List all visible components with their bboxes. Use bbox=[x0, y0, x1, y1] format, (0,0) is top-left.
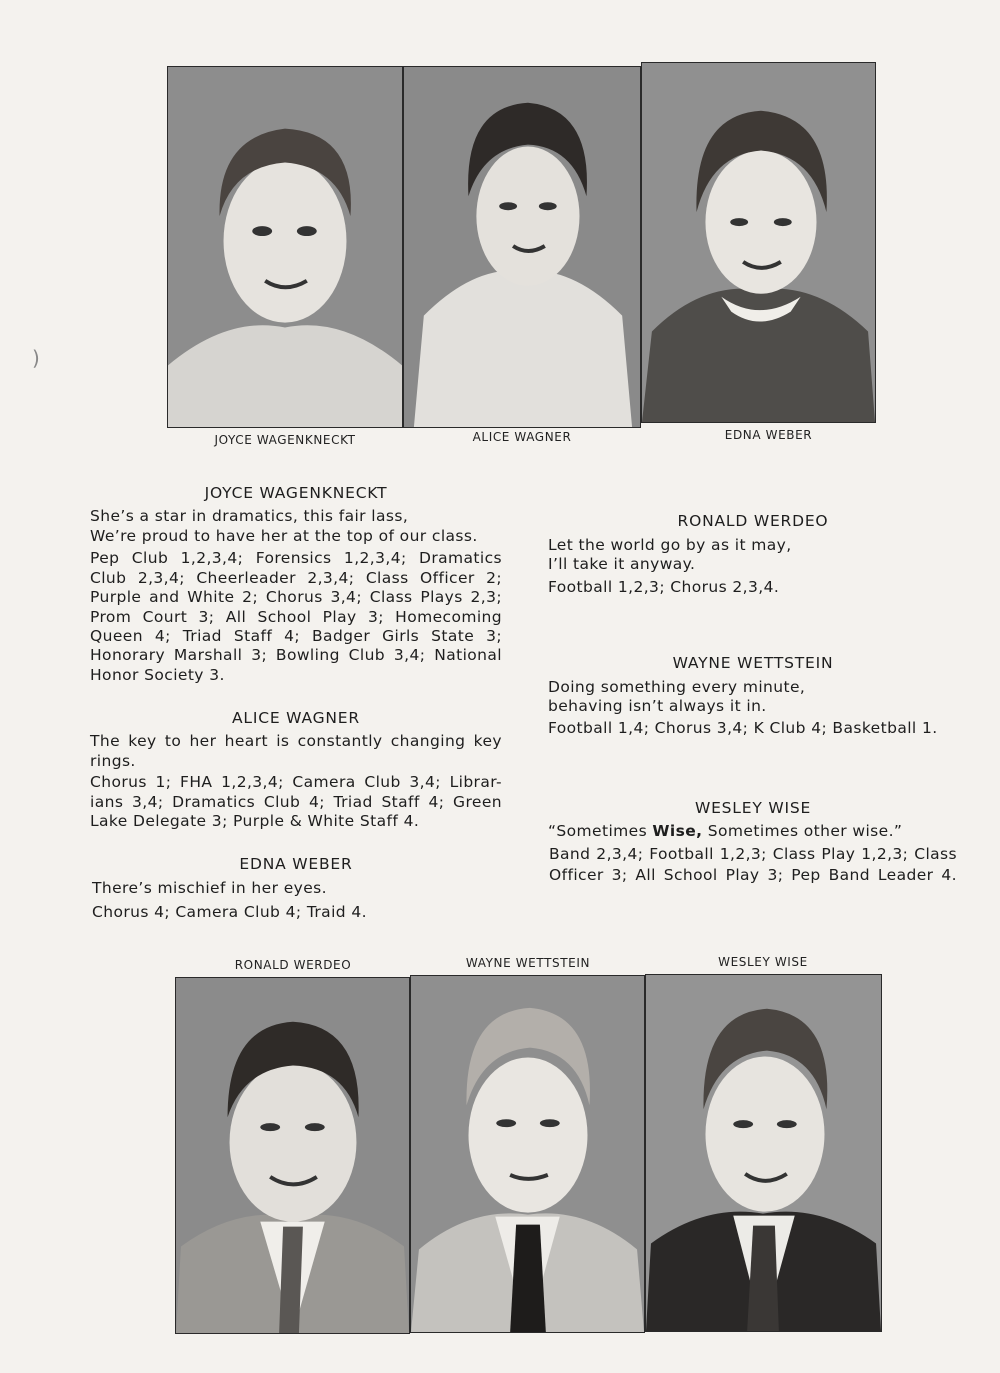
bio-activity-line: Prom Court 3; All School Play 3; Homecoming bbox=[90, 608, 502, 626]
bio-name: JOYCE WAGENKNECKT bbox=[204, 484, 388, 502]
bio-activity-line: ians 3,4; Dramatics Club 4; Triad Staff 4; Green bbox=[90, 793, 502, 811]
bio-activity-line: Band 2,3,4; Football 1,2,3; Class Play 1,2,3; Class bbox=[549, 845, 957, 863]
caption-edna-weber: EDNA WEBER bbox=[724, 428, 813, 442]
caption-ronald-werdeo: RONALD WERDEO bbox=[234, 958, 352, 972]
caption-wesley-wise: WESLEY WISE bbox=[718, 955, 808, 969]
bio-name: WAYNE WETTSTEIN bbox=[672, 654, 834, 672]
bio-activity-line: Purple and White 2; Chorus 3,4; Class Plays 2,3; bbox=[90, 588, 502, 606]
bio-activity-line: Lake Delegate 3; Purple & White Staff 4. bbox=[90, 812, 420, 830]
bio-activity-line: Honorary Marshall 3; Bowling Club 3,4; National bbox=[90, 646, 502, 664]
bio-activity-line: Club 2,3,4; Cheerleader 2,3,4; Class Officer 2; bbox=[90, 569, 502, 587]
margin-mark: ) bbox=[32, 346, 40, 370]
portrait-alice-wagner bbox=[403, 66, 641, 428]
quote-bold-word: Wise, bbox=[652, 822, 703, 840]
caption-joyce-wagenkneckt: JOYCE WAGENKNECKT bbox=[214, 433, 356, 447]
bio-verse-line: rings. bbox=[90, 752, 136, 770]
portrait-wesley-wise bbox=[645, 974, 882, 1332]
bio-activity-line: Officer 3; All School Play 3; Pep Band Leader 4. bbox=[549, 866, 957, 884]
bio-activity-line: Football 1,2,3; Chorus 2,3,4. bbox=[548, 578, 780, 596]
bio-verse-line: behaving isn’t always it in. bbox=[548, 697, 767, 715]
portrait-ronald-werdeo bbox=[175, 977, 410, 1334]
bio-activity-line: Chorus 1; FHA 1,2,3,4; Camera Club 3,4; Librar- bbox=[90, 773, 502, 791]
quote-close: Sometimes other wise.” bbox=[702, 822, 903, 840]
bio-activity-line: Football 1,4; Chorus 3,4; K Club 4; Basketball 1. bbox=[548, 719, 938, 737]
bio-name: EDNA WEBER bbox=[239, 855, 353, 873]
bio-verse-line: I’ll take it anyway. bbox=[548, 555, 696, 573]
caption-alice-wagner: ALICE WAGNER bbox=[472, 430, 572, 444]
bio-activity-line: Honor Society 3. bbox=[90, 666, 225, 684]
bio-verse-line: The key to her heart is constantly changing key bbox=[90, 732, 502, 750]
bio-activity-line: Queen 4; Triad Staff 4; Badger Girls State 3; bbox=[90, 627, 502, 645]
quote-open: “Sometimes bbox=[548, 822, 653, 840]
bio-name: RONALD WERDEO bbox=[677, 512, 829, 530]
bio-name: ALICE WAGNER bbox=[232, 709, 360, 727]
bio-quote bbox=[548, 822, 902, 840]
portrait-joyce-wagenkneckt bbox=[167, 66, 403, 428]
bio-verse-line: We’re proud to have her at the top of our class. bbox=[90, 527, 478, 545]
portrait-wayne-wettstein bbox=[410, 975, 645, 1333]
bio-activity-line: Chorus 4; Camera Club 4; Traid 4. bbox=[92, 903, 367, 921]
bio-verse-line: She’s a star in dramatics, this fair lass, bbox=[90, 507, 409, 525]
bio-verse-line: Let the world go by as it may, bbox=[548, 536, 792, 554]
bio-name: WESLEY WISE bbox=[694, 799, 812, 817]
caption-wayne-wettstein: WAYNE WETTSTEIN bbox=[465, 956, 591, 970]
bio-verse-line: Doing something every minute, bbox=[548, 678, 806, 696]
bio-activity-line: Pep Club 1,2,3,4; Forensics 1,2,3,4; Dramatics bbox=[90, 549, 502, 567]
bio-verse-line: There’s mischief in her eyes. bbox=[92, 879, 327, 897]
portrait-edna-weber bbox=[641, 62, 876, 423]
